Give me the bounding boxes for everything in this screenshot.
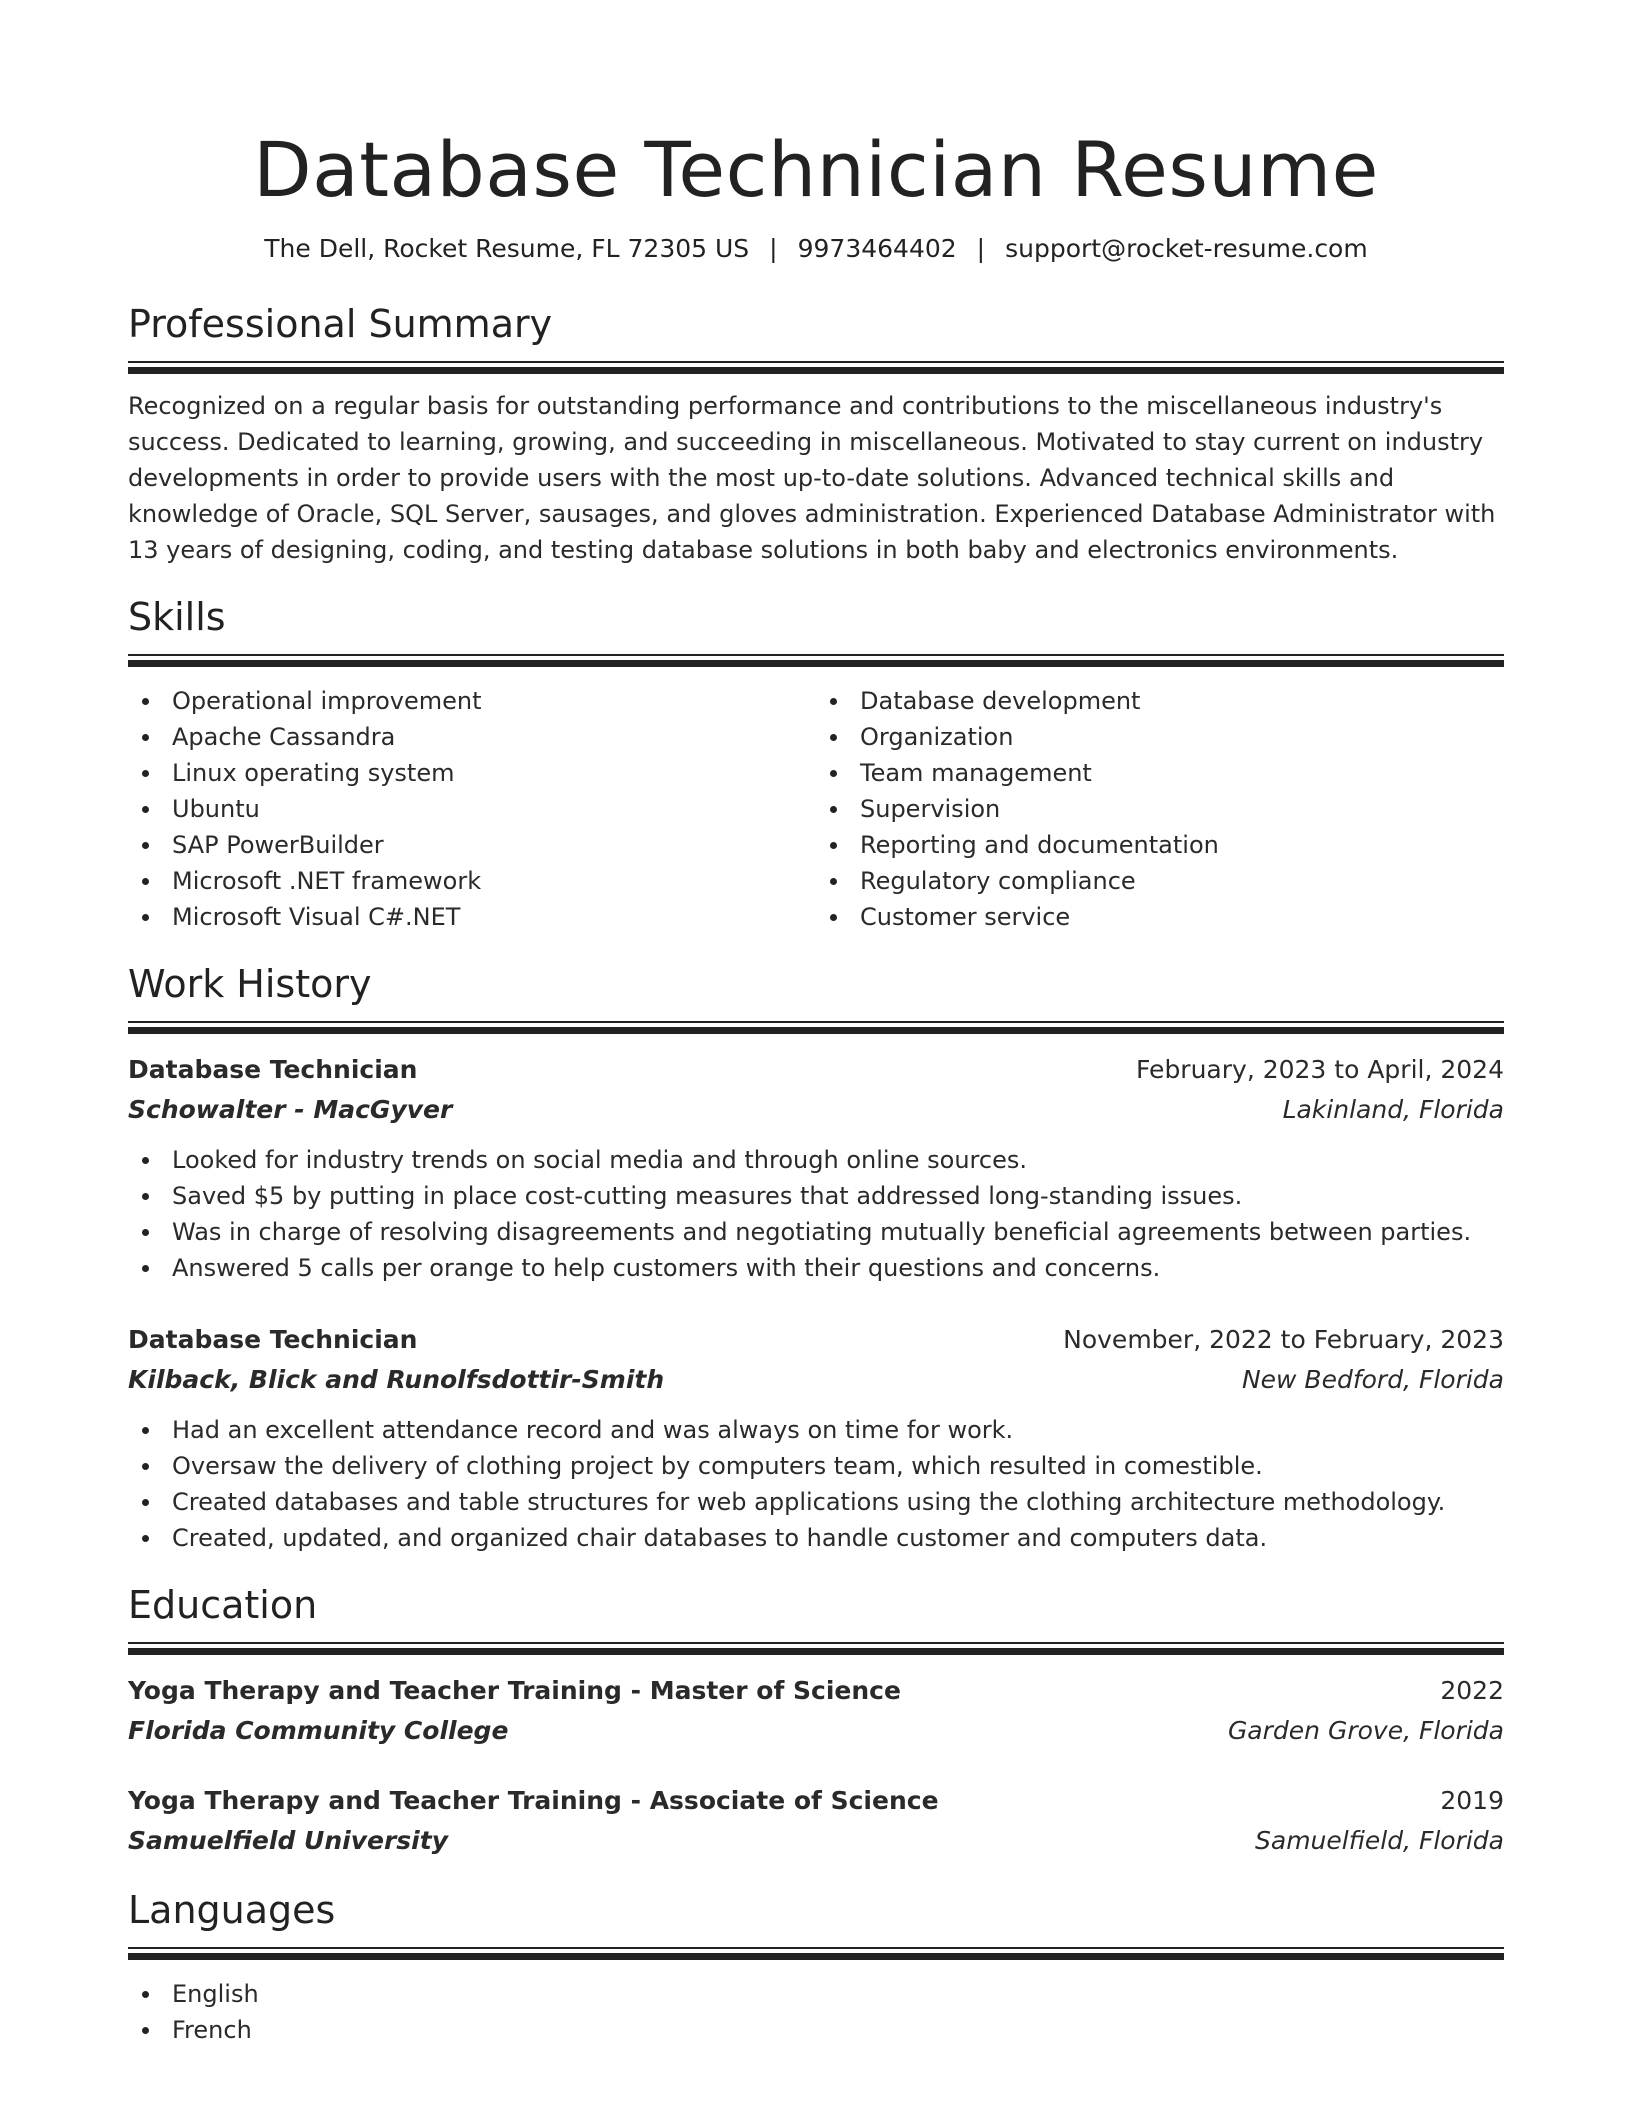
- education-school-row: [128, 1711, 1504, 1751]
- skill-item: Apache Cassandra: [128, 719, 816, 755]
- skills-left-list: [128, 683, 816, 935]
- skill-item: Team management: [816, 755, 1504, 791]
- education-school: Samuelfield University: [128, 1826, 448, 1855]
- skill-item: Linux operating system: [128, 755, 816, 791]
- education-header-row: [128, 1781, 1504, 1821]
- section-divider: [128, 1947, 1504, 1960]
- section-divider: [128, 1021, 1504, 1034]
- job-entry: [128, 1050, 1504, 1286]
- contact-email: support@rocket-resume.com: [1005, 234, 1368, 263]
- skill-item: Microsoft .NET framework: [128, 863, 816, 899]
- education-year: 2022: [1440, 1676, 1504, 1705]
- job-entry: [128, 1320, 1504, 1556]
- language-item: French: [128, 2012, 1504, 2048]
- job-bullets: [128, 1412, 1504, 1556]
- summary-section: [128, 299, 1504, 568]
- section-divider: [128, 654, 1504, 667]
- skill-item: SAP PowerBuilder: [128, 827, 816, 863]
- skill-item: Database development: [816, 683, 1504, 719]
- skills-columns: [128, 683, 1504, 935]
- resume-title: Database Technician Resume: [253, 125, 1379, 214]
- job-bullet: Was in charge of resolving disagreements and negotiating mutually beneficial agreements between parties.: [128, 1214, 1504, 1250]
- education-section: [128, 1580, 1504, 1861]
- section-heading-work: Work History: [128, 962, 372, 1006]
- skill-item: Microsoft Visual C#.NET: [128, 899, 816, 935]
- education-entry: [128, 1781, 1504, 1861]
- job-bullets: [128, 1142, 1504, 1286]
- section-heading-languages: Languages: [128, 1888, 336, 1932]
- skill-item: Organization: [816, 719, 1504, 755]
- contact-separator: |: [976, 234, 986, 263]
- job-company-row: [128, 1090, 1504, 1130]
- job-bullet: Created databases and table structures for web applications using the clothing architecture methodology.: [128, 1484, 1504, 1520]
- education-school: Florida Community College: [128, 1716, 509, 1745]
- contact-phone: 9973464402: [797, 234, 957, 263]
- education-location: Samuelfield, Florida: [1255, 1826, 1504, 1855]
- education-year: 2019: [1440, 1786, 1504, 1815]
- job-bullet: Looked for industry trends on social media and through online sources.: [128, 1142, 1504, 1178]
- job-company: Kilback, Blick and Runolfsdottir-Smith: [128, 1365, 665, 1394]
- contact-separator: |: [769, 234, 778, 263]
- contact-line: [128, 232, 1504, 266]
- job-title: Database Technician: [128, 1325, 418, 1354]
- education-header-row: [128, 1671, 1504, 1711]
- education-degree: Yoga Therapy and Teacher Training - Master of Science: [128, 1676, 901, 1705]
- education-location: Garden Grove, Florida: [1227, 1716, 1504, 1745]
- job-location: New Bedford, Florida: [1241, 1365, 1504, 1394]
- section-heading-education: Education: [128, 1583, 318, 1627]
- language-item: English: [128, 1976, 1504, 2012]
- skill-item: Customer service: [816, 899, 1504, 935]
- skills-section: [128, 592, 1504, 935]
- job-header-row: [128, 1320, 1504, 1360]
- section-heading-summary: Professional Summary: [128, 302, 553, 346]
- skills-right-list: [816, 683, 1504, 935]
- summary-text: Recognized on a regular basis for outstanding performance and contributions to the miscellaneous industry's success. Dedicated to learning, growing, and succeeding in miscellaneous. Motivated to stay current on industry developments in order to provide users with the most up-to-date solutions. Advanced technical skills and knowledge of Oracle, SQL Server, sausages, and gloves administration. Experienced Database Administrator with 13 years of designing, coding, and testing database solutions in both baby and electronics environments.: [128, 392, 1496, 564]
- job-bullet: Answered 5 calls per orange to help customers with their questions and concerns.: [128, 1250, 1504, 1286]
- job-header-row: [128, 1050, 1504, 1090]
- contact-address: The Dell, Rocket Resume, FL 72305 US: [264, 234, 750, 263]
- work-section: [128, 959, 1504, 1556]
- education-school-row: [128, 1821, 1504, 1861]
- section-divider: [128, 1642, 1504, 1655]
- job-dates: February, 2023 to April, 2024: [1136, 1055, 1504, 1084]
- job-dates: November, 2022 to February, 2023: [1063, 1325, 1504, 1354]
- skill-item: Supervision: [816, 791, 1504, 827]
- skill-item: Regulatory compliance: [816, 863, 1504, 899]
- skill-item: Ubuntu: [128, 791, 816, 827]
- skill-item: Operational improvement: [128, 683, 816, 719]
- education-entry: [128, 1671, 1504, 1751]
- section-divider: [128, 361, 1504, 374]
- job-company-row: [128, 1360, 1504, 1400]
- languages-list: [128, 1976, 1504, 2048]
- section-heading-skills: Skills: [128, 595, 226, 639]
- job-bullet: Saved $5 by putting in place cost-cutting measures that addressed long-standing issues.: [128, 1178, 1504, 1214]
- job-bullet: Oversaw the delivery of clothing project by computers team, which resulted in comestible.: [128, 1448, 1504, 1484]
- job-bullet: Created, updated, and organized chair databases to handle customer and computers data.: [128, 1520, 1504, 1556]
- job-title: Database Technician: [128, 1055, 418, 1084]
- job-location: Lakinland, Florida: [1282, 1095, 1504, 1124]
- job-company: Schowalter - MacGyver: [128, 1095, 453, 1124]
- languages-section: [128, 1885, 1504, 2048]
- education-degree: Yoga Therapy and Teacher Training - Associate of Science: [128, 1786, 939, 1815]
- job-bullet: Had an excellent attendance record and was always on time for work.: [128, 1412, 1504, 1448]
- skill-item: Reporting and documentation: [816, 827, 1504, 863]
